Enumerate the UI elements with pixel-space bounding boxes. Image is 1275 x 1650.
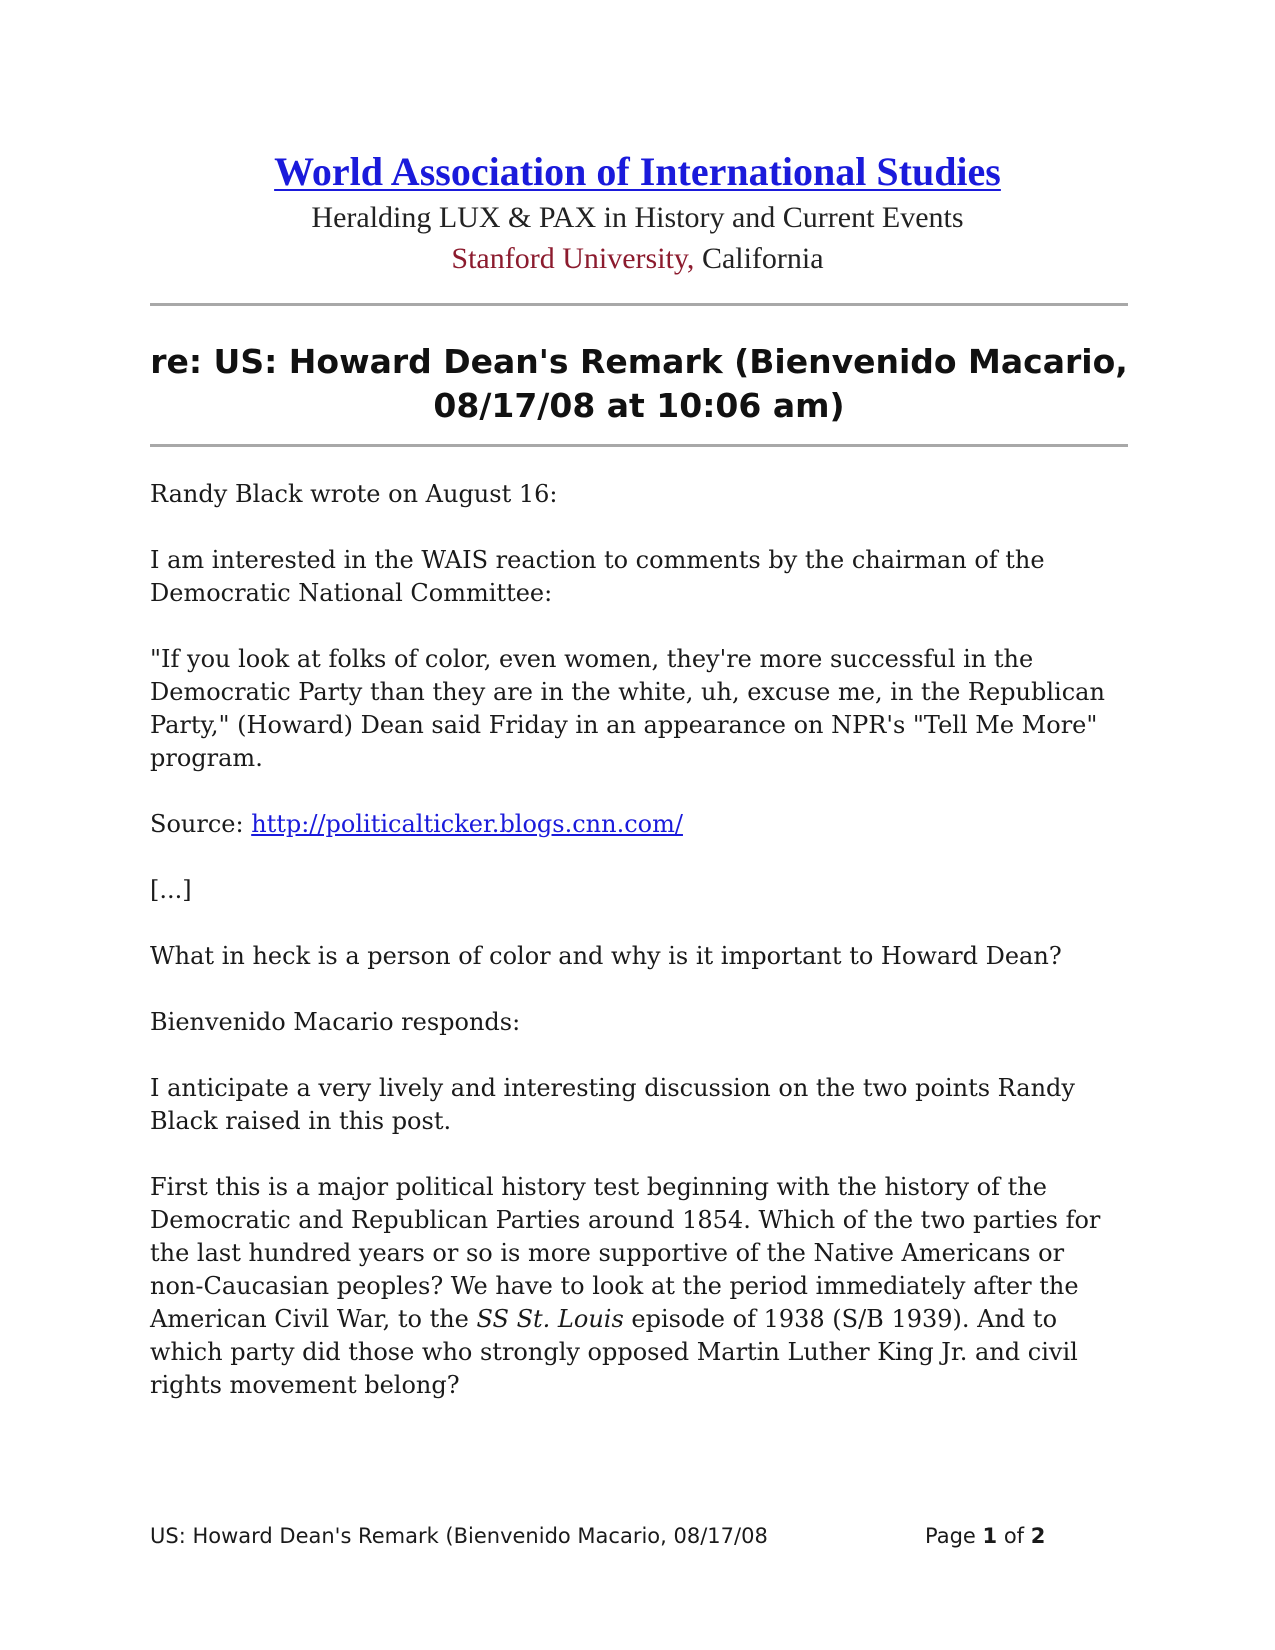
- page-current: 1: [982, 1524, 998, 1548]
- org-location: [150, 238, 1125, 280]
- state-name: California: [701, 242, 824, 275]
- response-paragraph-1: I anticipate a very lively and interesting discussion on the two points Randy Black raised in this post.: [150, 1074, 1075, 1135]
- source-link[interactable]: http://politicalticker.blogs.cnn.com/: [251, 810, 683, 838]
- ellipsis-paragraph: [...]: [150, 876, 192, 904]
- question-paragraph: What in heck is a person of color and why is it important to Howard Dean?: [150, 942, 1062, 970]
- page-total: 2: [1030, 1524, 1046, 1548]
- org-title-link[interactable]: World Association of International Studies: [274, 149, 1001, 194]
- quote-paragraph: "If you look at folks of color, even women, they're more successful in the Democratic Party than they are in the white, uh, excuse me, in the Republican Party," (Howard) Dean said Friday in an appearance on NPR's "Tell Me More" program.: [150, 645, 1105, 772]
- post-body: [150, 478, 1125, 1435]
- masthead: [150, 150, 1125, 280]
- responder-paragraph: Bienvenido Macario responds:: [150, 1008, 521, 1036]
- post-title-line1: re: US: Howard Dean's Remark (Bienvenido Macario,: [150, 342, 1128, 381]
- university-name: Stanford University,: [451, 242, 695, 275]
- quote-intro-paragraph: I am interested in the WAIS reaction to comments by the chairman of the Democratic National Committee:: [150, 546, 1045, 607]
- footer-doc-title: US: Howard Dean's Remark (Bienvenido Macario, 08/17/08: [150, 1524, 768, 1548]
- source-paragraph: [150, 808, 1125, 841]
- page-number: [925, 1522, 1045, 1550]
- post-title: [150, 340, 1128, 428]
- source-label: Source:: [150, 810, 252, 838]
- org-tagline: Heralding LUX & PAX in History and Current Events: [311, 201, 964, 234]
- intro-paragraph: Randy Black wrote on August 16:: [150, 480, 558, 508]
- response-text-b: episode of 1938 (S/B 1939). And to which party did those who strongly opposed Martin Luther King Jr. and civil rights movement belong?: [150, 1305, 1078, 1399]
- bottom-divider: [150, 444, 1128, 447]
- top-divider: [150, 303, 1128, 306]
- page-of: of: [997, 1524, 1031, 1548]
- response-text-a: First this is a major political history test beginning with the history of the Democratic and Republican Parties around 1854. Which of the two parties for the last hundred years or so is more supportive of the Native Americans or non-Caucasian peoples? We have to look at the period immediately after the American Civil War, to the: [150, 1173, 1101, 1333]
- ship-name: SS St. Louis: [476, 1305, 624, 1333]
- response-paragraph-2: [150, 1171, 1125, 1402]
- post-title-line2: 08/17/08 at 10:06 am): [433, 386, 845, 425]
- page-word: Page: [925, 1524, 983, 1548]
